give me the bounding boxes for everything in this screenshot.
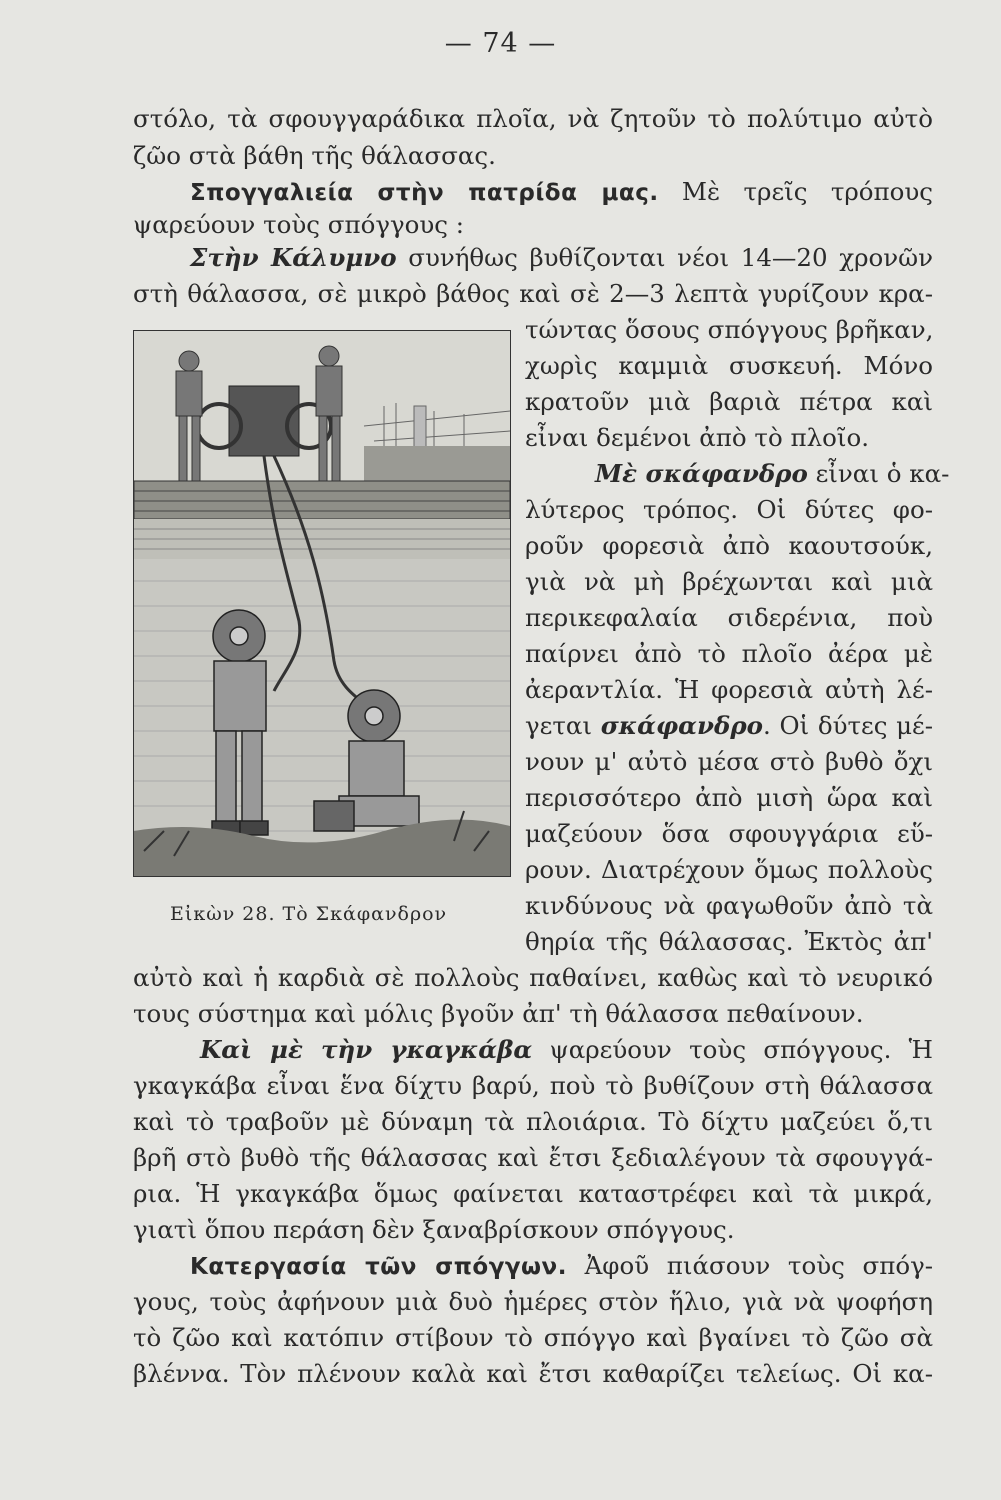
text-line: ζῶο στὰ βάθη τῆς θάλασσας. [133, 141, 496, 170]
diver-engraving [134, 331, 510, 876]
emphasis-text: σκάφανδρο [600, 711, 763, 740]
text-line: γιατὶ ὅπου περάση δὲν ξαναβρίσκουν σπόγγους. [133, 1215, 735, 1244]
text-run: εἶναι ὁ κα- [807, 459, 950, 488]
text-line: ρια. Ἡ γκαγκάβα ὅμως φαίνεται καταστρέφει καὶ τὰ μικρά, [133, 1179, 933, 1208]
text-line: νουν μ' αὐτὸ μέσα στὸ βυθὸ ὄχι [525, 747, 933, 776]
text-line: περισσότερο ἀπὸ μισὴ ὥρα καὶ [525, 783, 933, 812]
text-line: γκαγκάβα εἶναι ἕνα δίχτυ βαρύ, ποὺ τὸ βυθίζουν στὴ θάλασσα [133, 1071, 933, 1100]
text-line [200, 1035, 933, 1065]
text-line: παίρνει ἀπὸ τὸ πλοῖο ἀέρα μὲ [525, 639, 933, 668]
text-line: ψαρεύουν τοὺς σπόγγους : [133, 210, 465, 239]
text-line: κρατοῦν μιὰ βαριὰ πέτρα καὶ [525, 387, 933, 416]
text-line: χωρὶς καμμιὰ συσκευή. Μόνο [525, 351, 933, 380]
text-run: Ἀφοῦ πιάσουν τοὺς σπόγ- [566, 1251, 933, 1280]
section-heading: Κατεργασία τῶν σπόγγων. [190, 1254, 567, 1280]
page-number: — 74 — [444, 28, 557, 59]
text-line: μαζεύουν ὅσα σφουγγάρια εὕ- [525, 819, 933, 848]
emphasis-text: Καὶ μὲ τὴν γκαγκάβα [200, 1035, 533, 1064]
text-line [190, 243, 933, 273]
text-line: αὐτὸ καὶ ἡ καρδιὰ σὲ πολλοὺς παθαίνει, καθὼς καὶ τὸ νευρικό [133, 963, 933, 992]
text-line: ρουν. Διατρέχουν ὅμως πολλοὺς [525, 855, 933, 884]
text-line: γιὰ νὰ μὴ βρέχωνται καὶ μιὰ [525, 567, 933, 596]
text-line: κινδύνους νὰ φαγωθοῦν ἀπὸ τὰ [525, 891, 933, 920]
figure-caption: Εἰκὼν 28. Τὸ Σκάφανδρον [170, 903, 448, 925]
text-run: γεται [525, 711, 601, 740]
text-line: τὸ ζῶο καὶ κατόπιν στίβουν τὸ σπόγγο καὶ βγαίνει τὸ ζῶο σὰ [133, 1323, 933, 1352]
text-run: . Οἱ δύτες μέ- [763, 711, 933, 740]
text-line: περικεφαλαία σιδερένια, ποὺ [525, 603, 933, 632]
text-line: τους σύστημα καὶ μόλις βγοῦν ἀπ' τὴ θάλασσα πεθαίνουν. [133, 999, 864, 1028]
text-run: Μὲ τρεῖς τρόπους [658, 177, 933, 206]
section-heading: Σπογγαλιεία στὴν πατρίδα μας. [190, 180, 659, 206]
text-line: ροῦν φορεσιὰ ἀπὸ καουτσούκ, [525, 531, 933, 560]
text-run: ψαρεύουν τοὺς σπόγγους. Ἡ [532, 1035, 933, 1064]
text-line [525, 711, 933, 741]
text-line: θηρία τῆς θάλασσας. Ἐκτὸς ἀπ' [525, 927, 933, 956]
diving-illustration [133, 330, 511, 877]
text-line: στόλο, τὰ σφουγγαράδικα πλοῖα, νὰ ζητοῦν τὸ πολύτιμο αὐτὸ [133, 104, 933, 133]
text-line: λύτερος τρόπος. Οἱ δύτες φο- [525, 495, 933, 524]
text-line: γους, τοὺς ἀφήνουν μιὰ δυὸ ἡμέρες στὸν ἥλιο, γιὰ νὰ ψοφήση [133, 1287, 933, 1316]
text-line: εἶναι δεμένοι ἀπὸ τὸ πλοῖο. [525, 423, 870, 452]
text-run: συνήθως βυθίζονται νέοι 14—20 χρονῶν [396, 243, 933, 272]
text-line [595, 459, 950, 489]
text-line: καὶ τὸ τραβοῦν μὲ δύναμη τὰ πλοιάρια. Τὸ δίχτυ μαζεύει ὅ,τι [133, 1107, 933, 1136]
emphasis-text: Μὲ σκάφανδρο [595, 459, 808, 488]
text-line: στὴ θάλασσα, σὲ μικρὸ βάθος καὶ σὲ 2—3 λεπτὰ γυρίζουν κρα- [133, 279, 933, 308]
section-heading-line [190, 177, 933, 207]
emphasis-text: Στὴν Κάλυμνο [190, 243, 397, 272]
text-line: βλέννα. Τὸν πλένουν καλὰ καὶ ἔτσι καθαρίζει τελείως. Οἱ κα- [133, 1359, 933, 1388]
text-line: βρῆ στὸ βυθὸ τῆς θάλασσας καὶ ἔτσι ξεδιαλέγουν τὰ σφουγγά- [133, 1143, 933, 1172]
text-line: τώντας ὅσους σπόγγους βρῆκαν, [525, 315, 934, 344]
section-heading-line [190, 1251, 933, 1281]
text-line: ἀεραντλία. Ἡ φορεσιὰ αὐτὴ λέ- [525, 675, 933, 704]
